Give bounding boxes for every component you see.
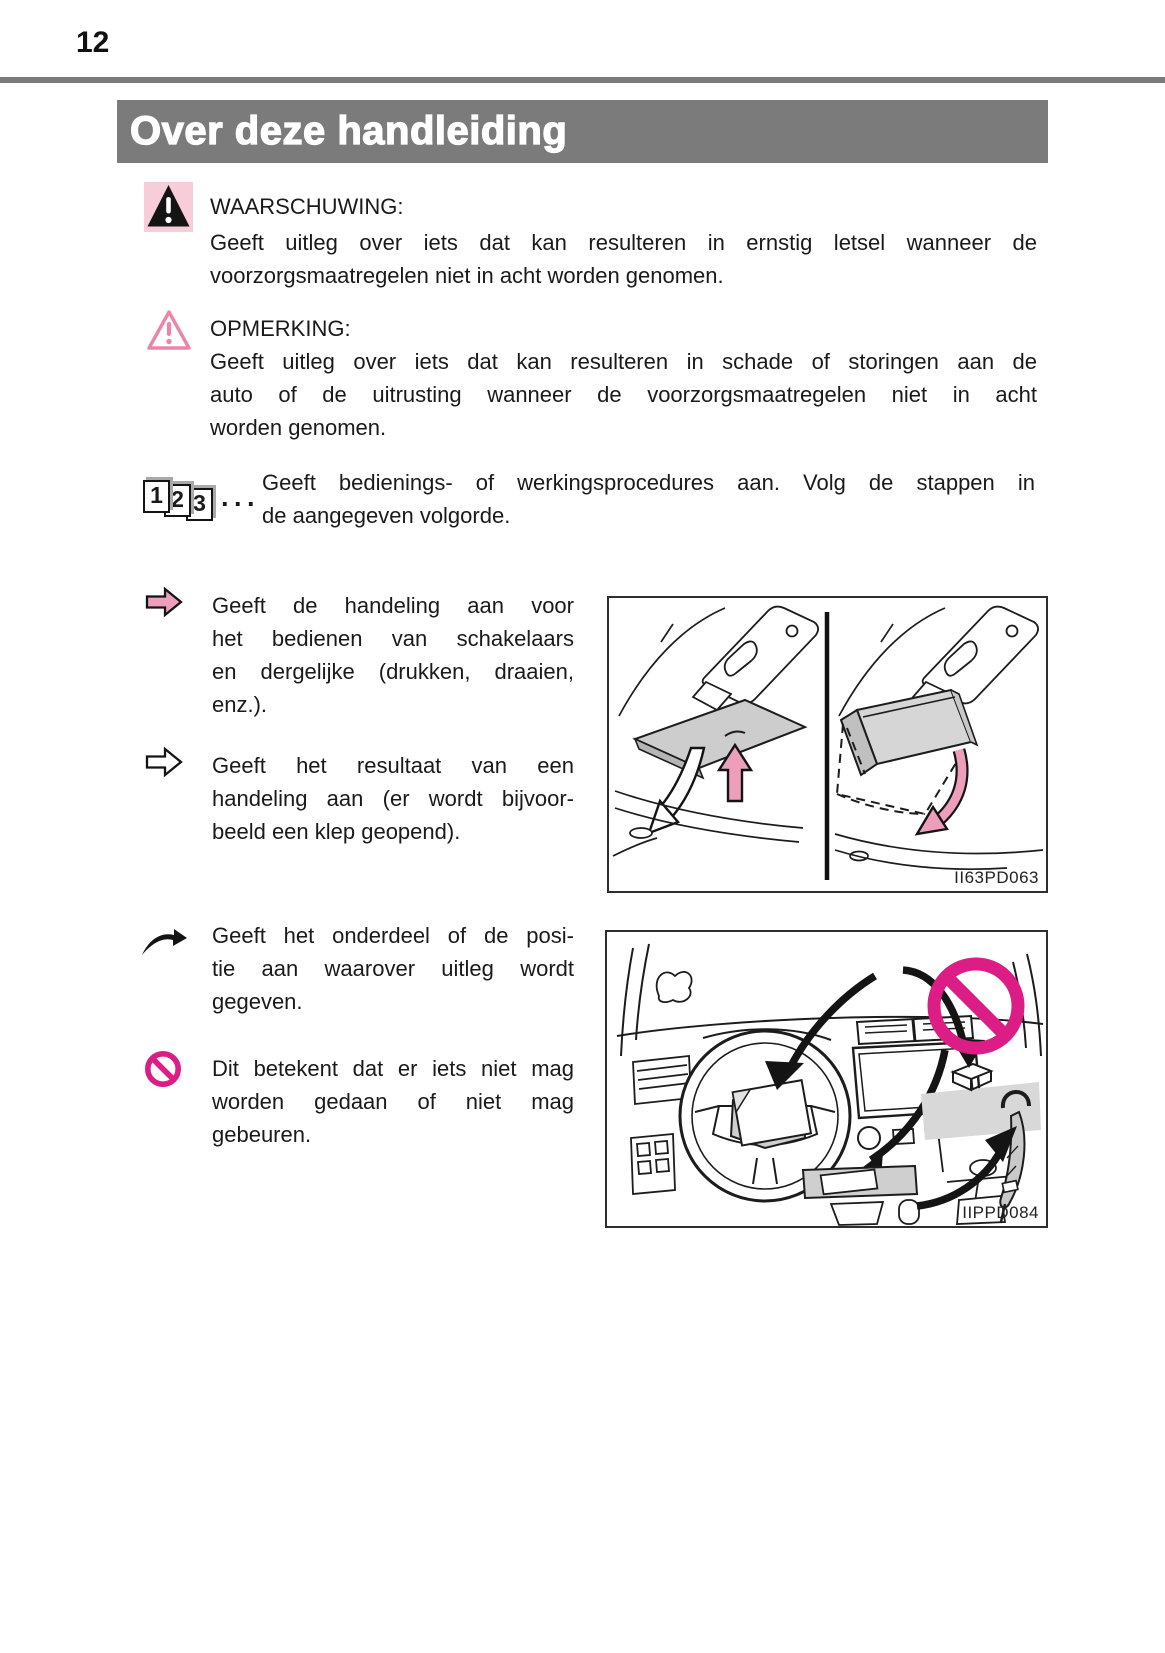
action-line: het bedienen van schakelaars <box>212 626 574 651</box>
steps-line: Geeft bedienings- of werkingsprocedures aan. Volg de stappen in <box>262 470 1035 495</box>
notice-line: Geeft uitleg over iets dat kan resulteren in schade of storingen aan de <box>210 349 1037 374</box>
result-line: beeld een klep geopend). <box>212 819 461 844</box>
top-rule <box>0 77 1165 83</box>
warning-triangle-icon <box>144 182 193 232</box>
warning-line: voorzorgsmaatregelen niet in acht worden genomen. <box>210 263 724 288</box>
prohibition-icon <box>144 1050 182 1093</box>
notice-title: OPMERKING: <box>210 316 351 341</box>
figure-code-label: IIPPD084 <box>962 1203 1039 1222</box>
action-line: enz.). <box>212 692 268 717</box>
action-line: en dergelijke (drukken, draaien, <box>212 659 574 684</box>
section-title-bar <box>117 100 1048 163</box>
step-number-box: 2 <box>164 484 191 517</box>
warning-title: WAARSCHUWING: <box>210 194 404 219</box>
notice-triangle-icon <box>146 308 192 359</box>
figure-overhead-console-illustration <box>607 596 1048 893</box>
figure-code-label: II63PD063 <box>954 868 1039 887</box>
position-line: tie aan waarover uitleg wordt <box>212 956 574 981</box>
prohibition-line: worden gedaan of niet mag <box>212 1089 574 1114</box>
action-line: Geeft de handeling aan voor <box>212 593 574 618</box>
position-line: gegeven. <box>212 989 303 1014</box>
result-line: handeling aan (er wordt bijvoor- <box>212 786 574 811</box>
step-number-box: 3 <box>186 488 213 521</box>
notice-line: auto of de uitrusting wanneer de voorzorgsmaatregelen niet in acht <box>210 382 1037 407</box>
steps-line: de aangegeven volgorde. <box>262 503 511 528</box>
prohibition-line: Dit betekent dat er iets niet mag <box>212 1056 574 1081</box>
overhead-console-drawing <box>609 598 1046 891</box>
step-number-box: 1 <box>143 480 170 513</box>
position-line: Geeft het onderdeel of de posi- <box>212 923 574 948</box>
result-line: Geeft het resultaat van een <box>212 753 574 778</box>
page-number: 12 <box>76 26 110 59</box>
position-arrow-icon <box>140 926 188 963</box>
figure-dashboard-illustration <box>605 930 1048 1228</box>
dashboard-drawing <box>607 932 1046 1226</box>
prohibition-line: gebeuren. <box>212 1122 312 1147</box>
result-arrow-icon <box>144 746 184 783</box>
warning-line: Geeft uitleg over iets dat kan resulteren in ernstig letsel wanneer de <box>210 230 1037 255</box>
steps-ellipsis: ··· <box>221 489 260 519</box>
notice-line: worden genomen. <box>210 415 387 440</box>
page-title: Over deze handleiding <box>130 109 568 153</box>
action-arrow-icon <box>144 586 184 623</box>
